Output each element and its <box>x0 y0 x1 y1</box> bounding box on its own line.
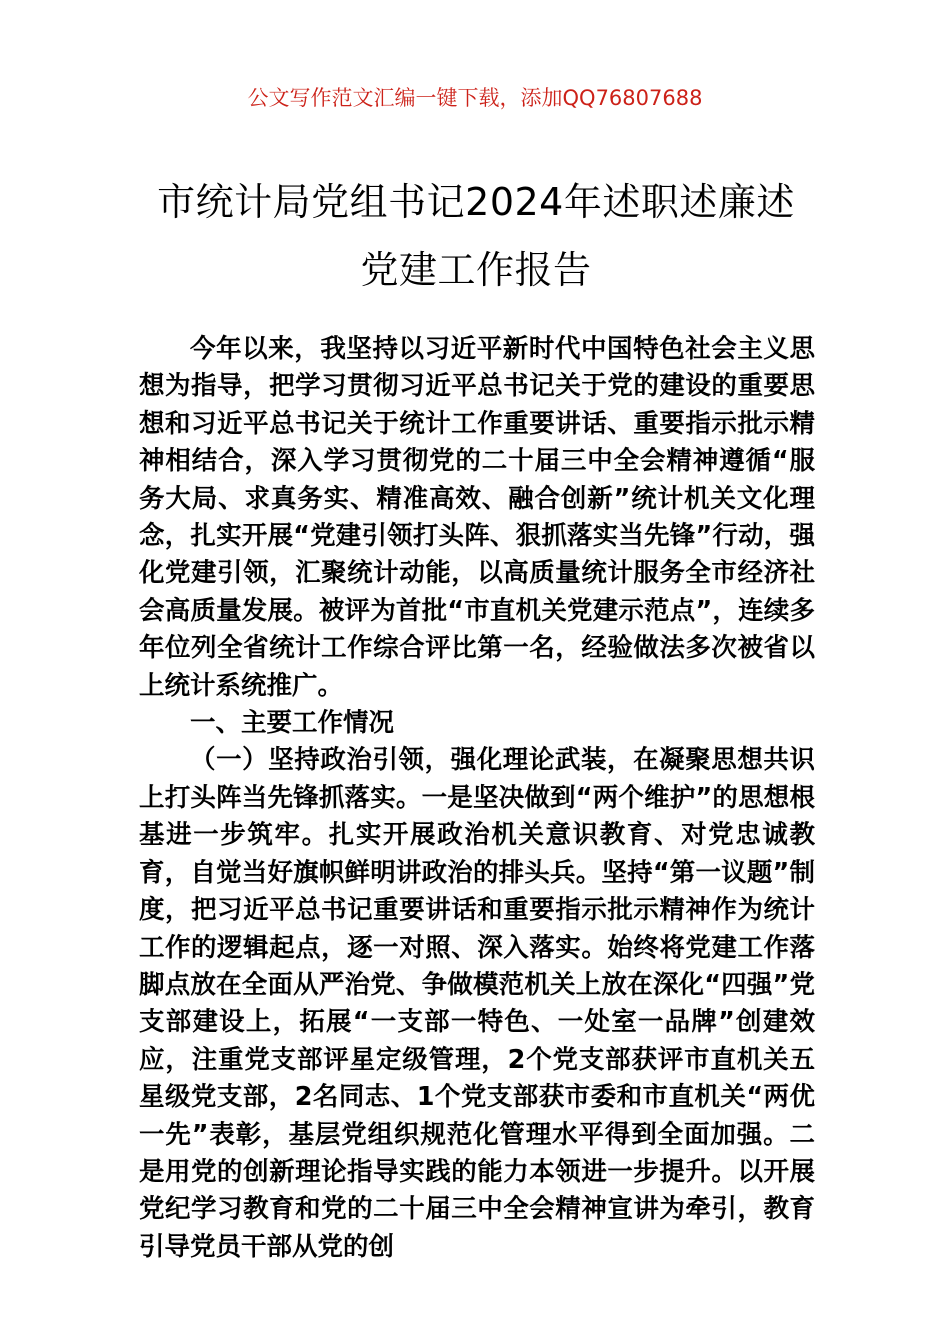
document-body <box>139 331 815 1266</box>
document-title: 市统计局党组书记2024年述职述廉述党建工作报告 <box>157 180 795 292</box>
body-paragraph: 今年以来，我坚持以习近平新时代中国特色社会主义思想为指导，把学习贯彻习近平总书记关于党的建设的重要思想和习近平总书记关于统计工作重要讲话、重要指示批示精神相结合，深入学习贯彻党的二十届三中全会精神遵循“服务大局、求真务实、精准高效、融合创新”统计机关文化理念，扎实开展“党建引领打头阵、狠抓落实当先锋”行动，强化党建引领，汇聚统计动能，以高质量统计服务全市经济社会高质量发展。被评为首批“市直机关党建示范点”，连续多年位列全省统计工作综合评比第一名，经验做法多次被省以上统计系统推广。 <box>139 334 815 701</box>
promo-banner-text: 公文写作范文汇编一键下载，添加QQ76807688 <box>247 86 703 110</box>
body-paragraph: （一）坚持政治引领，强化理论武装，在凝聚思想共识上打头阵当先锋抓落实。一是坚决做到“两个维护”的思想根基进一步筑牢。扎实开展政治机关意识教育、对党忠诚教育，自觉当好旗帜鲜明讲政治的排头兵。坚持“第一议题”制度，把习近平总书记重要讲话和重要指示批示精神作为统计工作的逻辑起点，逐一对照、深入落实。始终将党建工作落脚点放在全面从严治党、争做模范机关上放在深化“四强”党支部建设上，拓展“一支部一特色、一处室一品牌”创建效应，注重党支部评星定级管理，2个党支部获评市直机关五星级党支部，2名同志、1个党支部获市委和市直机关“两优一先”表彰，基层党组织规范化管理水平得到全面加强。二是用党的创新理论指导实践的能力本领进一步提升。以开展党纪学习教育和党的二十届三中全会精神宣讲为牵引，教育引导党员干部从党的创 <box>139 745 815 1262</box>
section-heading-1: 一、主要工作情况 <box>190 708 395 739</box>
